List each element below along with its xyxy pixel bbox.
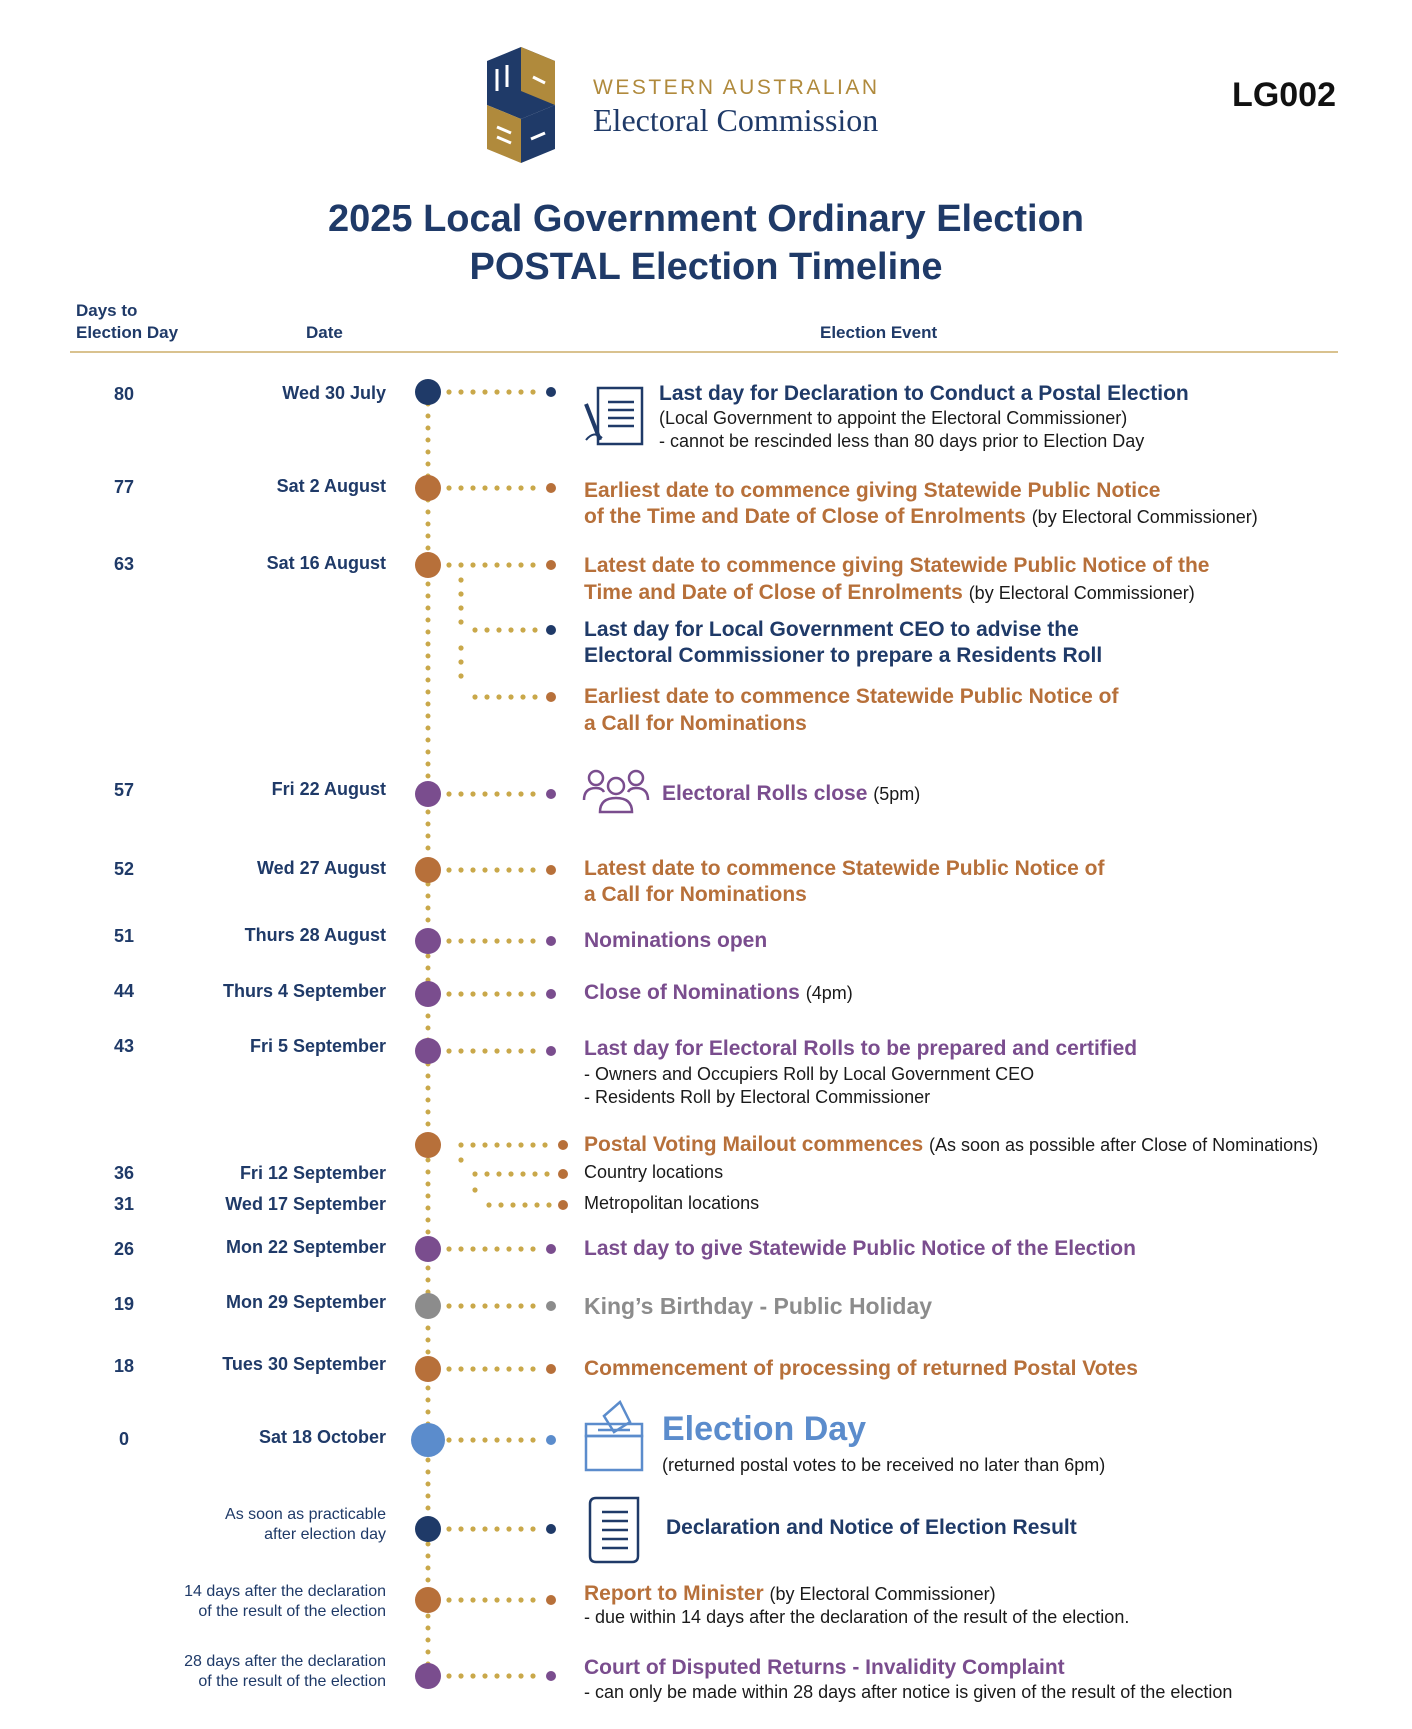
timeline-connector-dot [506,991,511,996]
timeline-connector-dot [484,1171,489,1176]
timeline-connector-dot [530,1526,535,1531]
timeline-connector-dot [484,694,489,699]
event-date: Fri 22 August [271,779,386,799]
timeline-connector-dot [470,1048,475,1053]
timeline-connector-dot [506,1437,511,1442]
timeline-connector-dot [470,562,475,567]
timeline-connector-dot [518,1303,523,1308]
timeline-connector-dot [494,867,499,872]
timeline-connector-dot [470,485,475,490]
timeline-connector-dot [482,1437,487,1442]
org-name-line2: Electoral Commission [593,102,879,138]
timeline-connector-dot [506,1246,511,1251]
timeline-connector-dot [446,562,451,567]
timeline-connector-dot [494,1246,499,1251]
event-date: Fri 5 September [249,1036,386,1056]
timeline-connector-dot [470,1142,475,1147]
event-title: Earliest date to commence giving Statewide Public Notice [584,479,1161,502]
timeline-connector-dot [482,1246,487,1251]
timeline-connector-dot [506,938,511,943]
timeline-connector-dot [530,1597,535,1602]
days-to-election: 19 [113,1294,135,1314]
event-date: Wed 27 August [256,858,386,878]
timeline-connector-dot [470,1437,475,1442]
timeline-node [415,981,441,1007]
timeline-connector-dot [518,485,523,490]
timeline-connector-dot [482,867,487,872]
timeline-node [415,1293,441,1319]
event-date: Tues 30 September [222,1354,386,1374]
timeline-connector-dot [494,1366,499,1371]
timeline-node [415,1132,441,1158]
days-to-election: 80 [113,384,135,404]
timeline-end-dot [546,560,556,570]
col-header-days: Days to Election Day [76,301,179,342]
timeline-connector-dot [506,389,511,394]
branch-dot [472,1187,477,1192]
timeline-connector-dot [470,389,475,394]
timeline-connector-dot [506,1597,511,1602]
timeline-end-dot [546,865,556,875]
timeline-connector-dot [530,991,535,996]
timeline-connector-dot [498,1202,503,1207]
event-date: Mon 29 September [225,1292,386,1312]
timeline-connector-dot [470,1366,475,1371]
timeline-connector-dot [518,1526,523,1531]
timeline-node [411,1423,445,1457]
timeline-connector-dot [470,1303,475,1308]
timeline-connector-dot [530,1673,535,1678]
event-title: Close of Nominations (4pm) [584,981,853,1004]
timeline-node [415,475,441,501]
timeline-connector-dot [544,1171,549,1176]
timeline-connector-dot [446,485,451,490]
timeline-end-dot [558,1169,568,1179]
timeline-connector-dot [458,991,463,996]
timeline-connector-dot [446,791,451,796]
timeline-connector-dot [446,1303,451,1308]
timeline-connector-dot [496,694,501,699]
timeline-connector-dot [482,1597,487,1602]
timeline-connector-dot [470,867,475,872]
timeline-connector-dot [518,1048,523,1053]
timeline-connector-dot [510,1202,515,1207]
timeline-connector-dot [446,1597,451,1602]
timeline-connector-dot [530,1246,535,1251]
event-detail: - cannot be rescinded less than 80 days prior to Election Day [659,431,1145,451]
event-detail: - Residents Roll by Electoral Commissioner [584,1087,931,1107]
branch-dot [458,605,463,610]
timeline-connector-dot [472,694,477,699]
timeline-end-dot [546,1524,556,1534]
timeline-connector-dot [458,938,463,943]
timeline-end-dot [546,387,556,397]
timeline-connector-dot [506,791,511,796]
event-title: Postal Voting Mailout commences (As soon as possible after Close of Nominations) [584,1133,1319,1156]
timeline-connector-dot [458,1246,463,1251]
timeline-connector-dot [446,1526,451,1531]
event-detail: Metropolitan locations [584,1193,760,1213]
timeline-connector-dot [520,1171,525,1176]
timeline-connector-dot [518,791,523,796]
timeline-connector-dot [446,991,451,996]
timeline-connector-dot [494,1142,499,1147]
days-to-election: 18 [113,1356,135,1376]
event-title: a Call for Nominations [584,883,807,906]
days-to-election: 57 [113,780,135,800]
event-title: Court of Disputed Returns - Invalidity Complaint [584,1656,1065,1679]
timeline-connector-dot [458,867,463,872]
timeline-connector-dot [470,938,475,943]
timeline-connector-dot [518,867,523,872]
timeline-connector-dot [518,1366,523,1371]
timeline-connector-dot [446,1437,451,1442]
timeline-connector-dot [518,562,523,567]
timeline-connector-dot [518,991,523,996]
timeline-connector-dot [458,1673,463,1678]
event-title: Report to Minister (by Electoral Commissioner) [584,1582,996,1605]
timeline-connector-dot [446,389,451,394]
timeline-connector-dot [458,1437,463,1442]
timeline-end-dot [546,1671,556,1681]
timeline-connector-dot [530,1048,535,1053]
timeline-node [415,552,441,578]
page-title-line1: 2025 Local Government Ordinary Election [327,198,1085,240]
timeline-connector-dot [520,694,525,699]
timeline-connector-dot [472,1171,477,1176]
timeline-node [415,1356,441,1382]
election-day-title: Election Day [662,1410,867,1448]
timeline-connector-dot [506,867,511,872]
timeline-connector-dot [470,1246,475,1251]
timeline-connector-dot [532,1171,537,1176]
branch-dot [458,577,463,582]
timeline-end-dot [546,989,556,999]
branch-dot [458,591,463,596]
event-date: 14 days after the declaration of the result of the election [184,1583,386,1620]
timeline-connector-dot [470,1673,475,1678]
branch-dot [458,1157,463,1162]
timeline-connector-dot [470,1597,475,1602]
timeline-connector-dot [458,1597,463,1602]
event-title: Nominations open [584,929,768,952]
timeline-connector-dot [494,1048,499,1053]
timeline-connector-dot [508,694,513,699]
timeline-connector-dot [470,791,475,796]
days-to-election: 31 [113,1194,135,1214]
timeline-connector-dot [496,1171,501,1176]
timeline-connector-dot [532,694,537,699]
ballot-box-icon [582,1398,646,1472]
days-to-election: 63 [113,554,135,574]
event-title: King’s Birthday - Public Holiday [584,1293,933,1319]
timeline-connector-dot [458,1366,463,1371]
timeline-connector-dot [522,1202,527,1207]
event-date: Sat 2 August [276,476,386,496]
timeline-node [415,1516,441,1542]
timeline-end-dot [546,692,556,702]
timeline-connector-dot [446,938,451,943]
timeline-connector-dot [458,1142,463,1147]
timeline-node [415,1587,441,1613]
timeline-connector-dot [482,938,487,943]
event-date: Fri 12 September [239,1163,386,1183]
scroll-document-icon [586,1494,646,1564]
timeline-connector-dot [458,389,463,394]
timeline-connector-dot [470,991,475,996]
timeline-connector-dot [546,1202,551,1207]
timeline-end-dot [546,1595,556,1605]
people-group-icon [582,766,650,816]
timeline-node [415,1236,441,1262]
branch-dot [458,619,463,624]
event-date: Thurs 28 August [244,925,386,945]
timeline-connector-dot [506,562,511,567]
timeline-connector-dot [530,1366,535,1371]
timeline-connector-dot [458,1303,463,1308]
timeline-connector-dot [506,485,511,490]
timeline-connector-dot [518,938,523,943]
event-date: Wed 17 September [225,1194,386,1214]
timeline-end-dot [546,1046,556,1056]
timeline-connector-dot [494,389,499,394]
timeline-connector-dot [446,1246,451,1251]
event-title: Commencement of processing of returned Postal Votes [584,1357,1138,1380]
event-title: Last day for Local Government CEO to advise the [584,618,1079,641]
timeline-connector-dot [446,1048,451,1053]
event-detail: Country locations [584,1162,724,1182]
timeline-connector-dot [496,627,501,632]
timeline-connector-dot [518,1673,523,1678]
event-title: Last day to give Statewide Public Notice of the Election [584,1237,1136,1260]
event-date: As soon as practicable after election day [225,1506,386,1543]
timeline-connector-dot [506,1673,511,1678]
timeline-connector-dot [494,1673,499,1678]
timeline-connector-dot [530,389,535,394]
event-title: Time and Date of Close of Enrolments (by Electoral Commissioner) [584,581,1195,604]
days-to-election: 44 [113,981,135,1001]
timeline-connector-dot [494,1437,499,1442]
event-title: Latest date to commence Statewide Public Notice of [584,857,1105,880]
timeline-end-dot [546,1301,556,1311]
timeline-node [415,928,441,954]
timeline-connector-dot [446,867,451,872]
timeline-end-dot [558,1200,568,1210]
event-title: Electoral Rolls close (5pm) [662,782,921,805]
days-to-election: 52 [113,859,135,879]
timeline-connector-dot [486,1202,491,1207]
timeline-connector-dot [530,1303,535,1308]
timeline-end-dot [558,1140,568,1150]
event-title: Earliest date to commence Statewide Public Notice of [584,685,1119,708]
event-date: 28 days after the declaration of the result of the election [184,1653,386,1690]
timeline-end-dot [546,483,556,493]
timeline-connector-dot [506,1366,511,1371]
timeline-node [415,1663,441,1689]
timeline-end-dot [546,936,556,946]
timeline-connector-dot [518,1142,523,1147]
days-to-election: 51 [113,926,135,946]
timeline-connector-dot [506,1048,511,1053]
branch-dot [458,673,463,678]
timeline-connector-dot [482,562,487,567]
timeline-connector-dot [494,485,499,490]
timeline-connector-dot [482,1526,487,1531]
timeline-connector-dot [494,1526,499,1531]
timeline-connector-dot [482,1366,487,1371]
event-date: Thurs 4 September [222,981,386,1001]
days-to-election: 77 [113,477,135,497]
event-title: Last day for Electoral Rolls to be prepared and certified [584,1037,1138,1060]
event-date: Mon 22 September [225,1237,386,1257]
timeline-connector-dot [494,991,499,996]
timeline-connector-dot [482,1048,487,1053]
timeline-connector-dot [518,1597,523,1602]
timeline-connector-dot [530,1437,535,1442]
event-date: Sat 18 October [258,1427,386,1447]
col-header-date: Date [306,323,343,342]
event-date: Sat 16 August [266,553,386,573]
branch-dot [458,659,463,664]
timeline-connector-dot [458,562,463,567]
event-date: Wed 30 July [282,383,386,403]
timeline-connector-dot [530,867,535,872]
timeline-end-dot [546,625,556,635]
timeline-connector-dot [508,1171,513,1176]
document-code: LG002 [1232,76,1336,114]
event-detail: - due within 14 days after the declaration of the result of the election. [584,1607,1130,1627]
timeline-connector-dot [530,791,535,796]
timeline-connector-dot [482,1142,487,1147]
org-name-line1: WESTERN AUSTRALIAN [593,76,880,99]
days-to-election: 43 [113,1036,135,1056]
days-to-election: 0 [118,1429,129,1449]
timeline-connector-dot [446,1366,451,1371]
timeline-end-dot [546,1364,556,1374]
timeline-connector-dot [530,485,535,490]
event-detail: - Owners and Occupiers Roll by Local Government CEO [584,1064,1035,1084]
timeline-connector-dot [458,1526,463,1531]
timeline-connector-dot [472,627,477,632]
timeline-connector-dot [482,485,487,490]
timeline-connector-dot [530,1142,535,1147]
timeline-connector-dot [482,389,487,394]
timeline-connector-dot [494,1303,499,1308]
event-detail: (returned postal votes to be received no later than 6pm) [662,1455,1106,1475]
branch-dot [458,645,463,650]
timeline-connector-dot [530,938,535,943]
days-to-election: 26 [113,1239,135,1259]
timeline-end-dot [546,1244,556,1254]
event-title: of the Time and Date of Close of Enrolments (by Electoral Commissioner) [584,505,1258,528]
timeline-connector-dot [520,627,525,632]
timeline-connector-dot [506,1303,511,1308]
timeline-connector-dot [506,1142,511,1147]
event-detail: (Local Government to appoint the Electoral Commissioner) [659,408,1128,428]
timeline-connector-dot [482,791,487,796]
timeline-connector-dot [494,562,499,567]
timeline-node [415,1038,441,1064]
timeline-node [415,781,441,807]
timeline-connector-dot [482,1303,487,1308]
event-title: Electoral Commissioner to prepare a Residents Roll [584,644,1103,667]
timeline-node [415,857,441,883]
timeline-connector-dot [530,562,535,567]
event-title: Last day for Declaration to Conduct a Postal Election [659,382,1189,405]
timeline-connector-dot [494,791,499,796]
timeline-end-dot [546,1435,556,1445]
timeline-connector-dot [482,991,487,996]
timeline-connector-dot [506,1526,511,1531]
timeline-connector-dot [508,627,513,632]
timeline-node [415,379,441,405]
timeline-end-dot [546,789,556,799]
timeline-connector-dot [494,938,499,943]
timeline-connector-dot [470,1526,475,1531]
col-header-event: Election Event [820,323,938,342]
days-to-election: 36 [113,1163,135,1183]
timeline-connector-dot [458,485,463,490]
event-detail: - can only be made within 28 days after notice is given of the result of the election [584,1682,1233,1702]
event-title: Latest date to commence giving Statewide Public Notice of the [584,554,1210,577]
document-sign-icon [582,384,648,450]
timeline-connector-dot [518,1437,523,1442]
timeline-connector-dot [518,1246,523,1251]
timeline-connector-dot [458,1048,463,1053]
timeline-connector-dot [482,1673,487,1678]
timeline-connector-dot [534,1202,539,1207]
event-title: a Call for Nominations [584,712,807,735]
timeline-connector-dot [458,791,463,796]
timeline-connector-dot [518,389,523,394]
page-title-line2: POSTAL Election Timeline [469,246,943,288]
timeline-connector-dot [532,627,537,632]
timeline-connector-dot [494,1597,499,1602]
event-title: Declaration and Notice of Election Result [666,1516,1077,1539]
timeline-connector-dot [446,1673,451,1678]
timeline-connector-dot [542,1142,547,1147]
timeline-connector-dot [484,627,489,632]
